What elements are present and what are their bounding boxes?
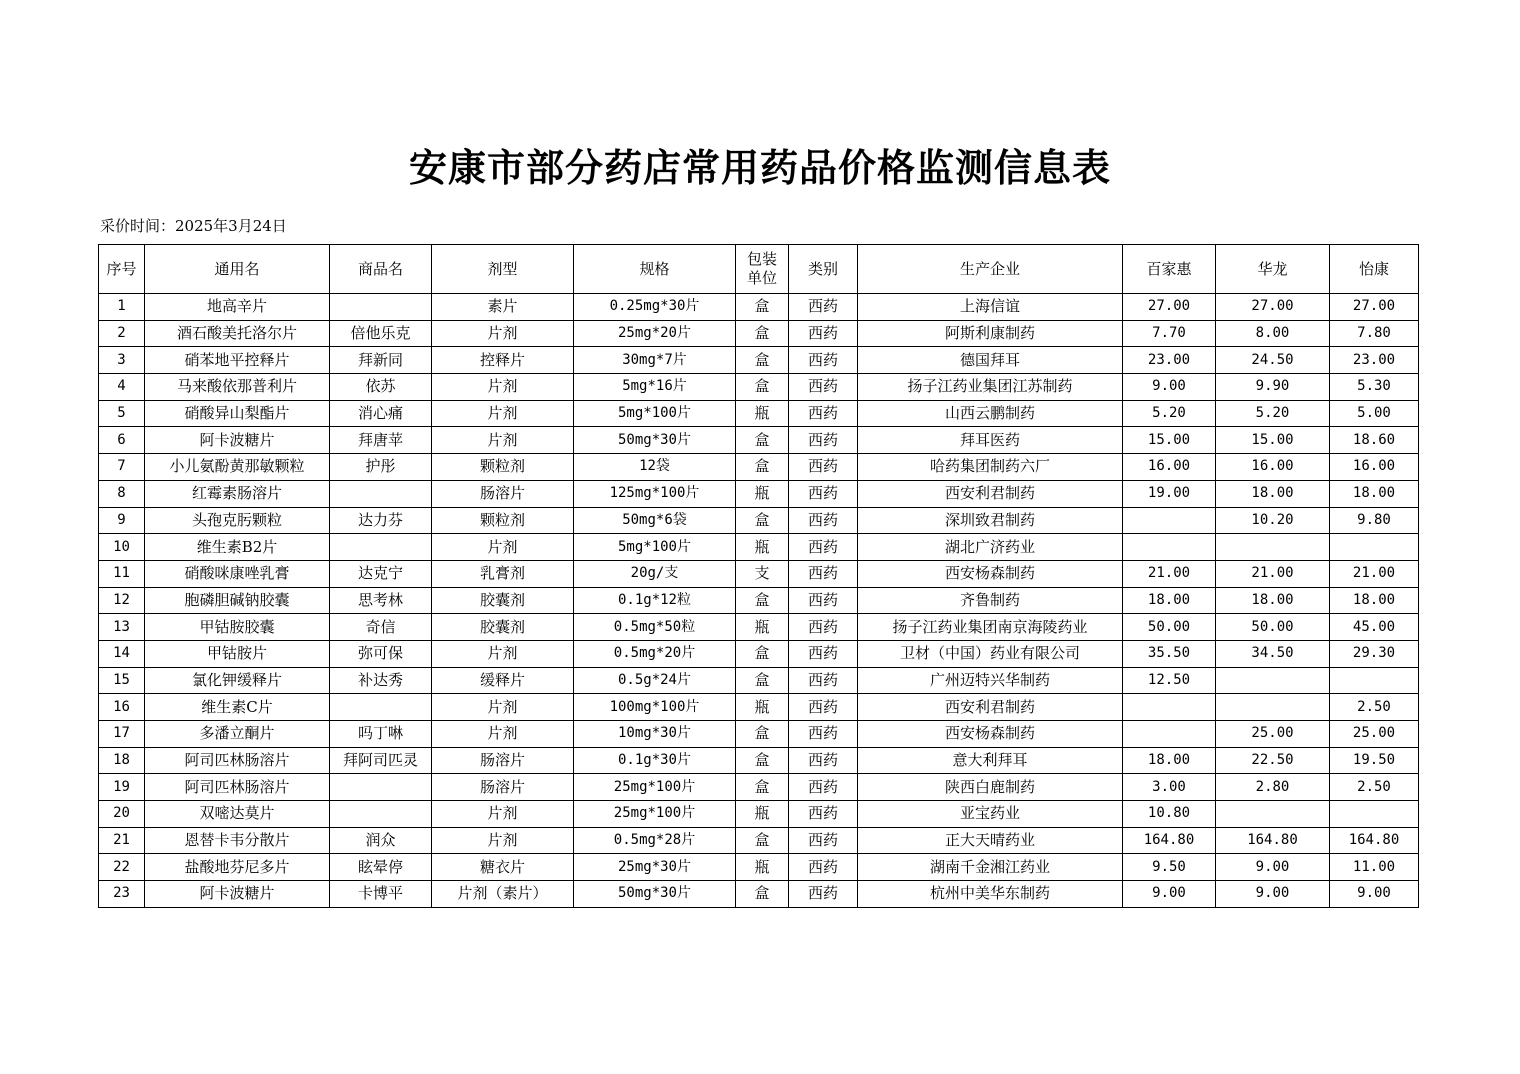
cell-price-hualong [1216,667,1330,694]
cell-index: 15 [99,667,145,694]
cell-manufacturer: 阿斯利康制药 [858,320,1123,347]
cell-package-unit: 盒 [736,374,789,401]
cell-generic-name: 双嘧达莫片 [145,801,330,828]
table-row [99,587,1419,614]
cell-generic-name: 硝酸咪康唑乳膏 [145,560,330,587]
cell-index: 1 [99,294,145,321]
cell-category: 西药 [789,640,858,667]
cell-price-hualong: 2.80 [1216,774,1330,801]
cell-price-baijiahui: 19.00 [1123,480,1216,507]
cell-index: 13 [99,614,145,641]
cell-category: 西药 [789,694,858,721]
cell-index: 12 [99,587,145,614]
cell-package-unit: 盒 [736,507,789,534]
cell-price-yikang: 11.00 [1330,854,1419,881]
cell-package-unit: 瓶 [736,801,789,828]
cell-dosage-form: 片剂 [432,427,574,454]
header-store-baijiahui: 百家惠 [1123,245,1216,294]
cell-category: 西药 [789,427,858,454]
cell-price-yikang: 7.80 [1330,320,1419,347]
header-store-yikang: 怡康 [1330,245,1419,294]
cell-category: 西药 [789,801,858,828]
cell-price-baijiahui: 23.00 [1123,347,1216,374]
cell-index: 4 [99,374,145,401]
cell-brand-name: 补达秀 [330,667,432,694]
header-manufacturer: 生产企业 [858,245,1123,294]
cell-category: 西药 [789,721,858,748]
cell-generic-name: 硝酸异山梨酯片 [145,400,330,427]
cell-price-baijiahui: 18.00 [1123,747,1216,774]
cell-package-unit: 盒 [736,721,789,748]
cell-generic-name: 阿司匹林肠溶片 [145,747,330,774]
cell-dosage-form: 肠溶片 [432,774,574,801]
cell-manufacturer: 深圳致君制药 [858,507,1123,534]
cell-package-unit: 盒 [736,347,789,374]
cell-dosage-form: 片剂 [432,320,574,347]
cell-price-hualong: 9.00 [1216,881,1330,908]
cell-price-yikang: 21.00 [1330,560,1419,587]
cell-brand-name [330,480,432,507]
cell-index: 11 [99,560,145,587]
cell-category: 西药 [789,480,858,507]
cell-manufacturer: 德国拜耳 [858,347,1123,374]
cell-price-yikang [1330,801,1419,828]
price-table [98,244,1419,908]
cell-brand-name [330,801,432,828]
cell-price-hualong: 18.00 [1216,587,1330,614]
cell-price-yikang: 18.60 [1330,427,1419,454]
cell-package-unit: 盒 [736,427,789,454]
cell-package-unit: 盒 [736,587,789,614]
table-row [99,507,1419,534]
cell-specification: 0.5g*24片 [574,667,736,694]
cell-index: 5 [99,400,145,427]
cell-package-unit: 瓶 [736,480,789,507]
cell-category: 西药 [789,347,858,374]
cell-price-hualong: 21.00 [1216,560,1330,587]
cell-category: 西药 [789,454,858,481]
cell-category: 西药 [789,587,858,614]
cell-generic-name: 阿卡波糖片 [145,427,330,454]
cell-generic-name: 地高辛片 [145,294,330,321]
cell-generic-name: 恩替卡韦分散片 [145,827,330,854]
cell-price-hualong [1216,801,1330,828]
table-row [99,294,1419,321]
cell-price-baijiahui: 3.00 [1123,774,1216,801]
cell-specification: 0.1g*30片 [574,747,736,774]
cell-price-baijiahui: 12.50 [1123,667,1216,694]
table-row [99,320,1419,347]
cell-price-yikang: 19.50 [1330,747,1419,774]
cell-manufacturer: 西安利君制药 [858,480,1123,507]
cell-category: 西药 [789,614,858,641]
cell-manufacturer: 杭州中美华东制药 [858,881,1123,908]
cell-price-baijiahui [1123,694,1216,721]
cell-manufacturer: 扬子江药业集团南京海陵药业 [858,614,1123,641]
cell-price-hualong: 9.00 [1216,854,1330,881]
cell-manufacturer: 拜耳医药 [858,427,1123,454]
cell-category: 西药 [789,560,858,587]
cell-price-yikang: 164.80 [1330,827,1419,854]
cell-dosage-form: 素片 [432,294,574,321]
cell-dosage-form: 片剂 [432,694,574,721]
cell-package-unit: 盒 [736,640,789,667]
header-brand-name: 商品名 [330,245,432,294]
cell-price-hualong [1216,534,1330,561]
table-row [99,854,1419,881]
cell-dosage-form: 片剂 [432,534,574,561]
cell-package-unit: 瓶 [736,614,789,641]
cell-specification: 25mg*100片 [574,801,736,828]
cell-generic-name: 维生素B2片 [145,534,330,561]
cell-category: 西药 [789,320,858,347]
header-dosage-form: 剂型 [432,245,574,294]
cell-price-baijiahui: 10.80 [1123,801,1216,828]
cell-specification: 100mg*100片 [574,694,736,721]
cell-brand-name [330,294,432,321]
cell-package-unit: 盒 [736,827,789,854]
cell-price-baijiahui [1123,507,1216,534]
header-package-unit [736,245,789,294]
cell-package-unit: 瓶 [736,854,789,881]
cell-price-baijiahui: 16.00 [1123,454,1216,481]
cell-package-unit: 盒 [736,774,789,801]
cell-generic-name: 红霉素肠溶片 [145,480,330,507]
cell-brand-name: 卡博平 [330,881,432,908]
cell-price-yikang: 9.00 [1330,881,1419,908]
cell-specification: 0.25mg*30片 [574,294,736,321]
table-row [99,747,1419,774]
cell-index: 21 [99,827,145,854]
table-row [99,454,1419,481]
table-row [99,534,1419,561]
cell-specification: 50mg*30片 [574,427,736,454]
cell-price-hualong: 164.80 [1216,827,1330,854]
cell-price-baijiahui: 9.00 [1123,374,1216,401]
cell-price-hualong: 50.00 [1216,614,1330,641]
cell-brand-name: 依苏 [330,374,432,401]
cell-generic-name: 马来酸依那普利片 [145,374,330,401]
cell-generic-name: 胞磷胆碱钠胶囊 [145,587,330,614]
cell-dosage-form: 片剂 [432,801,574,828]
cell-category: 西药 [789,747,858,774]
cell-brand-name: 吗丁啉 [330,721,432,748]
cell-generic-name: 头孢克肟颗粒 [145,507,330,534]
cell-brand-name: 思考林 [330,587,432,614]
cell-package-unit: 瓶 [736,534,789,561]
cell-category: 西药 [789,881,858,908]
cell-generic-name: 甲钴胺片 [145,640,330,667]
cell-index: 10 [99,534,145,561]
cell-category: 西药 [789,374,858,401]
cell-price-yikang: 29.30 [1330,640,1419,667]
table-row [99,721,1419,748]
table-row [99,427,1419,454]
cell-price-yikang: 2.50 [1330,694,1419,721]
cell-manufacturer: 卫材（中国）药业有限公司 [858,640,1123,667]
cell-price-hualong: 5.20 [1216,400,1330,427]
cell-specification: 5mg*100片 [574,400,736,427]
cell-specification: 30mg*7片 [574,347,736,374]
cell-price-hualong [1216,694,1330,721]
cell-price-hualong: 10.20 [1216,507,1330,534]
cell-package-unit: 盒 [736,320,789,347]
cell-category: 西药 [789,534,858,561]
cell-dosage-form: 糖衣片 [432,854,574,881]
cell-category: 西药 [789,400,858,427]
cell-price-yikang [1330,667,1419,694]
header-generic-name: 通用名 [145,245,330,294]
cell-brand-name [330,694,432,721]
cell-specification: 25mg*30片 [574,854,736,881]
cell-dosage-form: 胶囊剂 [432,614,574,641]
table-row [99,560,1419,587]
cell-price-hualong: 9.90 [1216,374,1330,401]
table-body [99,294,1419,908]
cell-specification: 25mg*20片 [574,320,736,347]
cell-brand-name: 眩晕停 [330,854,432,881]
cell-price-baijiahui [1123,534,1216,561]
cell-specification: 12袋 [574,454,736,481]
cell-manufacturer: 湖南千金湘江药业 [858,854,1123,881]
cell-dosage-form: 片剂 [432,640,574,667]
cell-dosage-form: 控释片 [432,347,574,374]
cell-manufacturer: 意大利拜耳 [858,747,1123,774]
cell-dosage-form: 颗粒剂 [432,454,574,481]
cell-specification: 50mg*6袋 [574,507,736,534]
table-row [99,480,1419,507]
header-package-unit-label: 包装单位 [746,250,777,287]
cell-generic-name: 多潘立酮片 [145,721,330,748]
cell-brand-name [330,774,432,801]
cell-package-unit: 盒 [736,294,789,321]
cell-brand-name [330,534,432,561]
cell-manufacturer: 陕西白鹿制药 [858,774,1123,801]
cell-price-hualong: 34.50 [1216,640,1330,667]
table-row [99,667,1419,694]
cell-price-yikang: 5.30 [1330,374,1419,401]
cell-generic-name: 甲钴胺胶囊 [145,614,330,641]
cell-specification: 50mg*30片 [574,881,736,908]
cell-dosage-form: 缓释片 [432,667,574,694]
cell-price-yikang: 9.80 [1330,507,1419,534]
cell-specification: 0.5mg*28片 [574,827,736,854]
table-row [99,400,1419,427]
cell-dosage-form: 片剂 [432,400,574,427]
cell-index: 18 [99,747,145,774]
cell-price-yikang: 25.00 [1330,721,1419,748]
cell-generic-name: 硝苯地平控释片 [145,347,330,374]
cell-package-unit: 瓶 [736,400,789,427]
cell-index: 23 [99,881,145,908]
cell-generic-name: 阿卡波糖片 [145,881,330,908]
cell-brand-name: 奇信 [330,614,432,641]
cell-generic-name: 阿司匹林肠溶片 [145,774,330,801]
cell-manufacturer: 亚宝药业 [858,801,1123,828]
cell-price-baijiahui: 27.00 [1123,294,1216,321]
cell-specification: 10mg*30片 [574,721,736,748]
cell-dosage-form: 胶囊剂 [432,587,574,614]
table-header-row [99,245,1419,294]
cell-price-hualong: 22.50 [1216,747,1330,774]
table-row [99,640,1419,667]
cell-brand-name: 倍他乐克 [330,320,432,347]
cell-price-baijiahui: 50.00 [1123,614,1216,641]
cell-price-hualong: 15.00 [1216,427,1330,454]
cell-brand-name: 拜阿司匹灵 [330,747,432,774]
cell-manufacturer: 哈药集团制药六厂 [858,454,1123,481]
cell-dosage-form: 肠溶片 [432,480,574,507]
cell-price-baijiahui: 15.00 [1123,427,1216,454]
cell-index: 2 [99,320,145,347]
cell-price-yikang [1330,534,1419,561]
table-row [99,827,1419,854]
cell-index: 3 [99,347,145,374]
table-row [99,614,1419,641]
cell-package-unit: 盒 [736,454,789,481]
cell-dosage-form: 片剂 [432,721,574,748]
cell-price-yikang: 45.00 [1330,614,1419,641]
cell-price-baijiahui [1123,721,1216,748]
header-store-hualong: 华龙 [1216,245,1330,294]
cell-specification: 5mg*16片 [574,374,736,401]
cell-price-yikang: 18.00 [1330,587,1419,614]
cell-category: 西药 [789,507,858,534]
header-index: 序号 [99,245,145,294]
cell-generic-name: 维生素C片 [145,694,330,721]
table-row [99,374,1419,401]
cell-price-yikang: 18.00 [1330,480,1419,507]
cell-brand-name: 润众 [330,827,432,854]
cell-category: 西药 [789,294,858,321]
cell-dosage-form: 片剂（素片） [432,881,574,908]
cell-price-yikang: 27.00 [1330,294,1419,321]
cell-price-yikang: 2.50 [1330,774,1419,801]
cell-price-hualong: 25.00 [1216,721,1330,748]
cell-generic-name: 氯化钾缓释片 [145,667,330,694]
cell-manufacturer: 西安杨森制药 [858,560,1123,587]
cell-index: 6 [99,427,145,454]
table-row [99,801,1419,828]
cell-index: 9 [99,507,145,534]
cell-manufacturer: 齐鲁制药 [858,587,1123,614]
cell-dosage-form: 片剂 [432,374,574,401]
header-specification: 规格 [574,245,736,294]
cell-price-hualong: 24.50 [1216,347,1330,374]
cell-generic-name: 盐酸地芬尼多片 [145,854,330,881]
cell-price-baijiahui: 35.50 [1123,640,1216,667]
cell-package-unit: 支 [736,560,789,587]
cell-price-hualong: 8.00 [1216,320,1330,347]
cell-price-baijiahui: 21.00 [1123,560,1216,587]
cell-price-hualong: 27.00 [1216,294,1330,321]
cell-specification: 125mg*100片 [574,480,736,507]
cell-category: 西药 [789,854,858,881]
table-row [99,881,1419,908]
cell-manufacturer: 上海信谊 [858,294,1123,321]
cell-package-unit: 盒 [736,667,789,694]
cell-index: 8 [99,480,145,507]
cell-dosage-form: 乳膏剂 [432,560,574,587]
cell-brand-name: 消心痛 [330,400,432,427]
cell-package-unit: 盒 [736,747,789,774]
cell-category: 西药 [789,827,858,854]
cell-package-unit: 瓶 [736,694,789,721]
cell-index: 17 [99,721,145,748]
cell-brand-name: 达力芬 [330,507,432,534]
cell-dosage-form: 肠溶片 [432,747,574,774]
cell-index: 16 [99,694,145,721]
page-title: 安康市部分药店常用药品价格监测信息表 [408,145,1111,190]
cell-manufacturer: 广州迈特兴华制药 [858,667,1123,694]
table-row [99,774,1419,801]
cell-category: 西药 [789,774,858,801]
cell-specification: 5mg*100片 [574,534,736,561]
cell-price-baijiahui: 18.00 [1123,587,1216,614]
cell-specification: 20g/支 [574,560,736,587]
cell-manufacturer: 扬子江药业集团江苏制药 [858,374,1123,401]
cell-index: 20 [99,801,145,828]
cell-specification: 25mg*100片 [574,774,736,801]
cell-package-unit: 盒 [736,881,789,908]
cell-manufacturer: 山西云鹏制药 [858,400,1123,427]
cell-manufacturer: 湖北广济药业 [858,534,1123,561]
cell-brand-name: 弥可保 [330,640,432,667]
cell-brand-name: 拜唐苹 [330,427,432,454]
cell-category: 西药 [789,667,858,694]
cell-brand-name: 达克宁 [330,560,432,587]
header-category: 类别 [789,245,858,294]
cell-specification: 0.5mg*20片 [574,640,736,667]
cell-manufacturer: 西安利君制药 [858,694,1123,721]
cell-dosage-form: 片剂 [432,827,574,854]
cell-index: 19 [99,774,145,801]
cell-specification: 0.5mg*50粒 [574,614,736,641]
cell-dosage-form: 颗粒剂 [432,507,574,534]
cell-brand-name: 拜新同 [330,347,432,374]
table-row [99,347,1419,374]
table-row [99,694,1419,721]
cell-price-baijiahui: 9.00 [1123,881,1216,908]
cell-index: 22 [99,854,145,881]
cell-price-yikang: 5.00 [1330,400,1419,427]
cell-generic-name: 小儿氨酚黄那敏颗粒 [145,454,330,481]
cell-index: 7 [99,454,145,481]
cell-price-baijiahui: 164.80 [1123,827,1216,854]
cell-generic-name: 酒石酸美托洛尔片 [145,320,330,347]
cell-manufacturer: 西安杨森制药 [858,721,1123,748]
cell-price-hualong: 16.00 [1216,454,1330,481]
cell-index: 14 [99,640,145,667]
cell-brand-name: 护彤 [330,454,432,481]
cell-manufacturer: 正大天晴药业 [858,827,1123,854]
cell-price-baijiahui: 9.50 [1123,854,1216,881]
cell-price-hualong: 18.00 [1216,480,1330,507]
cell-price-baijiahui: 7.70 [1123,320,1216,347]
cell-price-baijiahui: 5.20 [1123,400,1216,427]
survey-date: 采价时间：2025年3月24日 [100,217,287,235]
cell-specification: 0.1g*12粒 [574,587,736,614]
cell-price-yikang: 23.00 [1330,347,1419,374]
cell-price-yikang: 16.00 [1330,454,1419,481]
